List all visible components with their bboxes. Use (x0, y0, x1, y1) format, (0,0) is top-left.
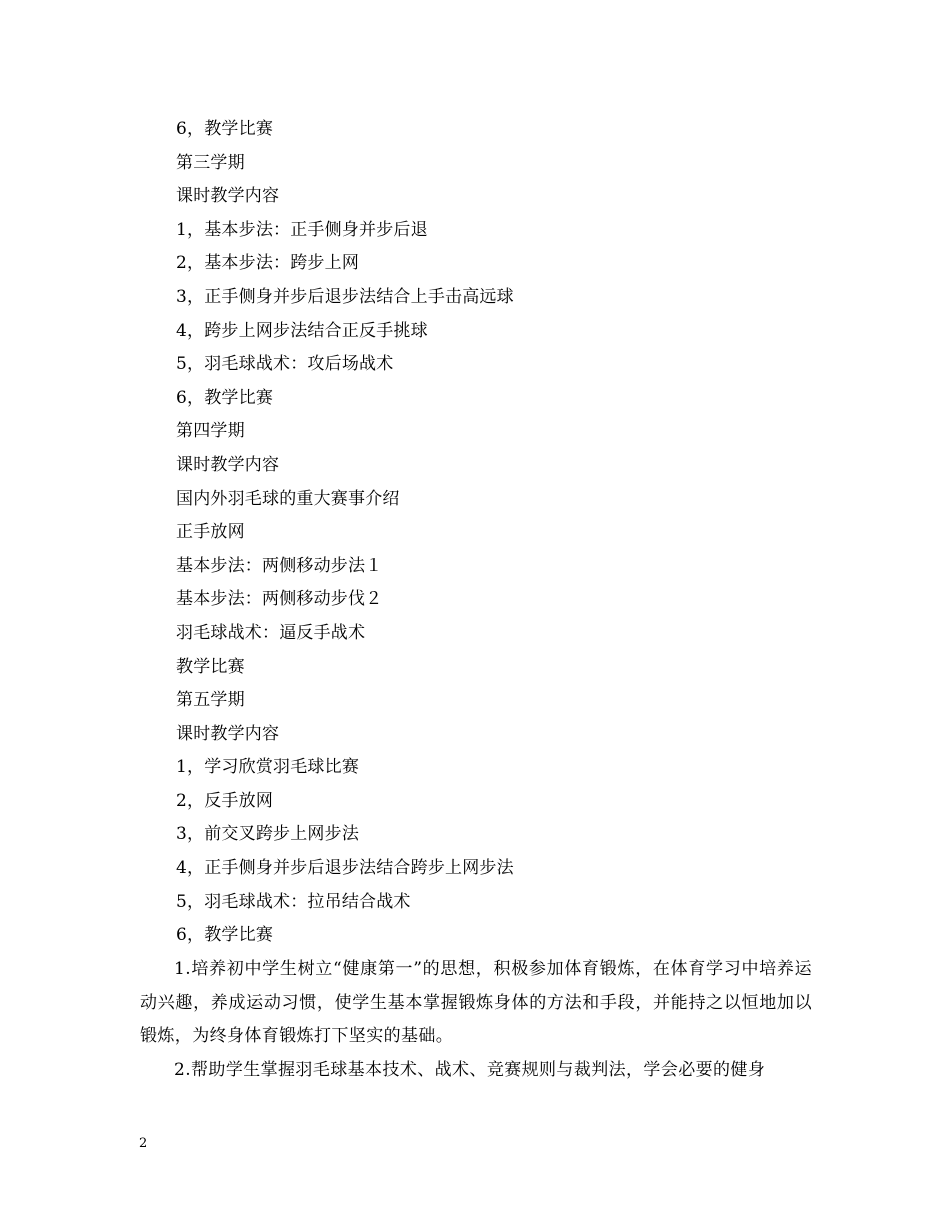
content-line: 羽毛球战术：逼反手战术 (176, 622, 366, 643)
content-line: 基本步法：两侧移动步伐２ (176, 589, 383, 610)
content-line: 国内外羽毛球的重大赛事介绍 (176, 488, 400, 509)
content-line: 2，基本步法：跨步上网 (176, 253, 360, 274)
content-line: 3，正手侧身并步后退步法结合上手击高远球 (176, 286, 514, 307)
content-line: 1，基本步法：正手侧身并步后退 (176, 219, 428, 240)
content-line: 课时教学内容 (176, 723, 280, 744)
content-line: 正手放网 (176, 522, 245, 543)
body-paragraph: 1.培养初中学生树立“健康第一”的思想，积极参加体育锻炼，在体育学习中培养运动兴趣，养成运动习惯，使学生基本掌握锻炼身体的方法和手段，并能持之以恒地加以锻炼，为终身体育锻炼打下坚实的基础。 (140, 959, 812, 1047)
content-line: 基本步法：两侧移动步法１ (176, 555, 383, 576)
content-line: 5，羽毛球战术：攻后场战术 (176, 354, 394, 375)
content-line: 1，学习欣赏羽毛球比赛 (176, 757, 360, 778)
content-line-list (176, 113, 836, 953)
content-line: 6，教学比赛 (176, 119, 274, 139)
content-line: 2，反手放网 (176, 790, 274, 811)
content-line: 6，教学比赛 (176, 387, 274, 408)
content-line: 6，教学比赛 (176, 925, 274, 946)
content-line: 第五学期 (176, 690, 245, 711)
content-line: 第三学期 (176, 152, 245, 173)
content-line: 4，正手侧身并步后退步法结合跨步上网步法 (176, 858, 514, 879)
body-paragraph: 2.帮助学生掌握羽毛球基本技术、战术、竞赛规则与裁判法，学会必要的健身 (174, 1060, 766, 1080)
content-line: 课时教学内容 (176, 454, 280, 475)
content-line: 课时教学内容 (176, 186, 280, 207)
page-number: 2 (139, 1136, 148, 1151)
content-line: 4，跨步上网步法结合正反手挑球 (176, 320, 428, 341)
content-line: 5，羽毛球战术：拉吊结合战术 (176, 891, 411, 912)
content-line: 教学比赛 (176, 656, 245, 677)
content-line: 3，前交叉跨步上网步法 (176, 824, 360, 845)
content-line: 第四学期 (176, 421, 245, 442)
